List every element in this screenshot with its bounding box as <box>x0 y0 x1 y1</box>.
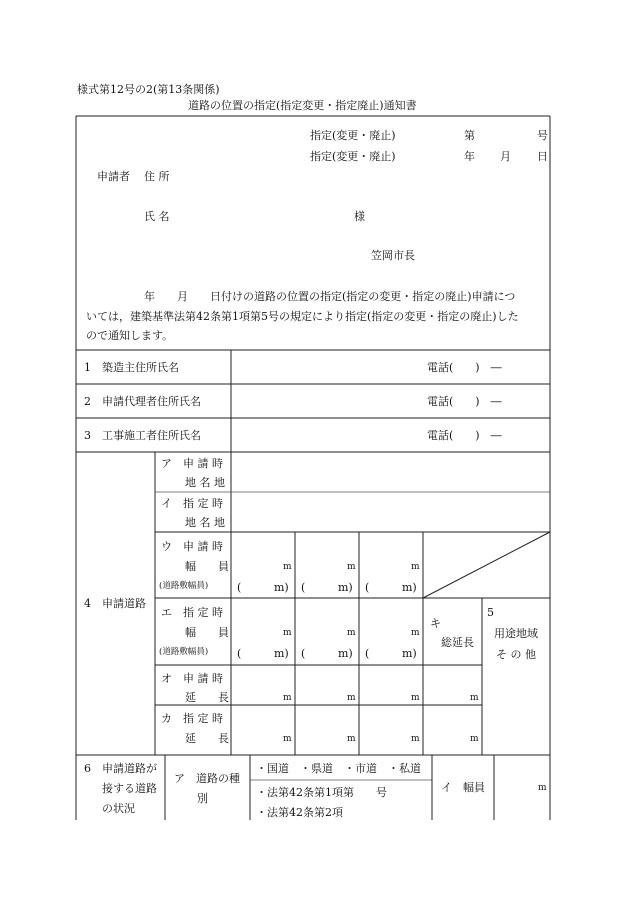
width-label: イ 幅員 <box>441 781 485 794</box>
section-6-line-2: 接する道路 <box>102 782 157 795</box>
e-line-1: エ 指 定 時 <box>161 606 223 619</box>
ki-label: キ <box>430 617 441 630</box>
i-line-1: イ 指 定 時 <box>161 497 223 510</box>
row-3-tel: 電話( ) ― <box>427 429 502 442</box>
form-number: 様式第12号の2(第13条関係) <box>77 83 220 96</box>
e-paren-open-3: ( <box>365 647 370 660</box>
u-unit-2: m <box>347 562 356 572</box>
row-3-label: 3 工事施工者住所氏名 <box>84 429 201 442</box>
applicant-label: 申請者 <box>97 170 130 183</box>
ka-unit-2: m <box>347 734 356 744</box>
number-prefix: 第 <box>464 129 475 142</box>
o-unit-2: m <box>347 693 356 703</box>
honorific: 様 <box>354 210 365 223</box>
e-paren-m-3: m) <box>402 647 417 660</box>
u-paren-open-2: ( <box>301 581 306 594</box>
o-unit-4: m <box>470 693 479 703</box>
e-paren-m-1: m) <box>274 647 289 660</box>
road-type-label-1: ア 道路の種 <box>174 772 240 785</box>
body-line-3: ので通知します。 <box>86 329 174 342</box>
u-unit-1: m <box>283 562 292 572</box>
five-line-1: 用途地域 <box>494 627 538 640</box>
e-line-2: 幅 員 <box>185 626 229 639</box>
u-line-2: 幅 員 <box>185 560 229 573</box>
o-unit-3: m <box>411 693 420 703</box>
e-unit-1: m <box>283 628 292 638</box>
ka-line-2: 延 長 <box>185 732 229 745</box>
e-unit-2: m <box>347 628 356 638</box>
u-paren-open-3: ( <box>365 581 370 594</box>
designation-line-2: 指定(変更・廃止) <box>310 150 396 163</box>
a-line-1: ア 申 請 時 <box>161 457 223 470</box>
u-paren-m-3: m) <box>402 581 417 594</box>
row-1-label: 1 築造主住所氏名 <box>84 361 179 374</box>
date-month: 月 <box>500 150 511 163</box>
e-unit-3: m <box>411 628 420 638</box>
row-2-tel: 電話( ) ― <box>427 395 502 408</box>
document-title: 道路の位置の指定(指定変更・指定廃止)通知書 <box>188 99 417 112</box>
five-line-2: そ の 他 <box>496 648 536 661</box>
designation-line-1: 指定(変更・廃止) <box>310 129 396 142</box>
u-line-3: (道路敷幅員) <box>159 581 209 591</box>
section-6-line-3: の状況 <box>102 802 135 815</box>
road-type-label-2: 別 <box>197 792 208 805</box>
body-line-2: いては，建築基準法第42条第1項第5号の規定により指定(指定の変更・指定の廃止)した <box>86 310 519 323</box>
u-paren-open-1: ( <box>237 581 242 594</box>
e-paren-open-2: ( <box>301 647 306 660</box>
ka-unit-4: m <box>470 734 479 744</box>
number-suffix: 号 <box>537 129 548 142</box>
i-line-2: 地 名 地 <box>185 516 225 529</box>
o-line-2: 延 長 <box>185 691 229 704</box>
row-1-tel: 電話( ) ― <box>427 361 502 374</box>
address-label: 住 所 <box>144 170 170 183</box>
road-types-line-1: ・国道 ・県道 ・市道 ・私道 <box>256 762 421 775</box>
o-unit-1: m <box>283 693 292 703</box>
e-paren-m-2: m) <box>338 647 353 660</box>
width-unit: m <box>538 783 547 793</box>
ka-unit-3: m <box>411 734 420 744</box>
row-2-label: 2 申請代理者住所氏名 <box>84 395 201 408</box>
road-types-line-2: ・法第42条第1項第 号 <box>256 786 387 799</box>
ka-unit-1: m <box>283 734 292 744</box>
u-unit-3: m <box>411 562 420 572</box>
section-4-label: 4 申請道路 <box>84 597 146 610</box>
ka-line-1: カ 指 定 時 <box>161 712 223 725</box>
date-year: 年 <box>464 150 475 163</box>
u-paren-m-2: m) <box>338 581 353 594</box>
ki-text: 総延長 <box>441 636 474 649</box>
o-line-1: オ 申 請 時 <box>161 672 223 685</box>
a-line-2: 地 名 地 <box>185 476 225 489</box>
issuer: 笠岡市長 <box>371 249 415 262</box>
five-label: 5 <box>487 606 494 619</box>
e-paren-open-1: ( <box>237 647 242 660</box>
body-line-1: 年 月 日付けの道路の位置の指定(指定の変更・指定の廃止)申請につ <box>144 290 516 303</box>
u-paren-m-1: m) <box>274 581 289 594</box>
name-label: 氏 名 <box>144 210 170 223</box>
u-line-1: ウ 申 請 時 <box>161 540 223 553</box>
road-types-line-3: ・法第42条第2項 <box>256 806 343 819</box>
date-day: 日 <box>537 150 548 163</box>
section-6-line-1: 6 申請道路が <box>84 762 157 775</box>
e-line-3: (道路敷幅員) <box>159 647 209 657</box>
